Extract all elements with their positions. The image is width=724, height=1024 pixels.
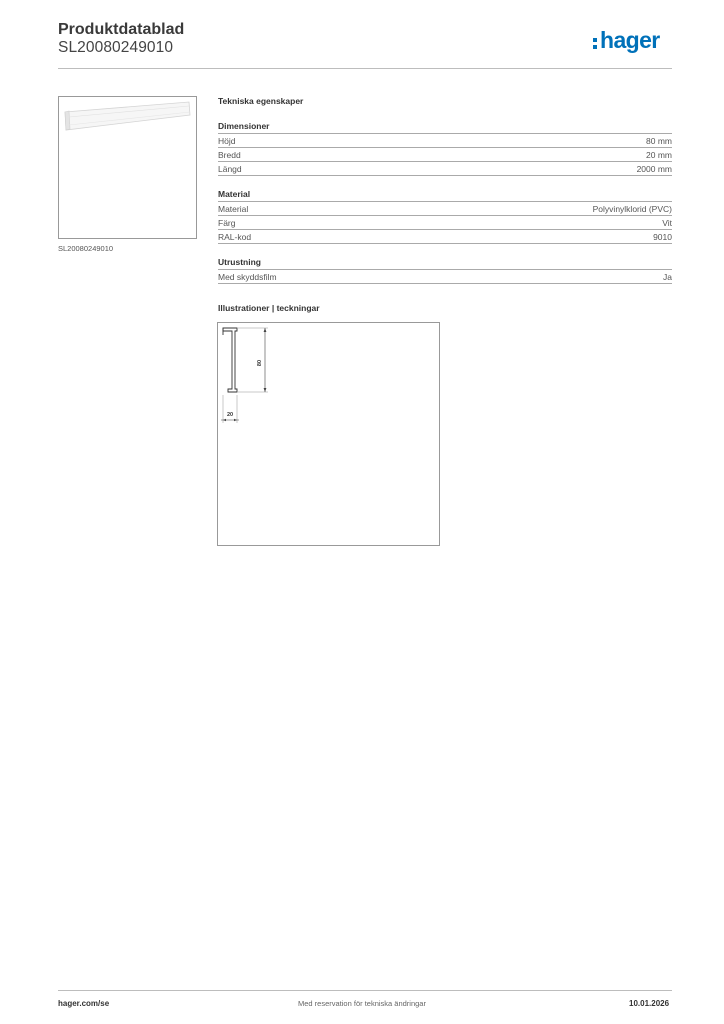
profile-photo-icon bbox=[59, 97, 196, 238]
product-code: SL20080249010 bbox=[58, 39, 174, 56]
spec-value: 2000 mm bbox=[636, 164, 672, 174]
spec-value: 20 mm bbox=[646, 150, 672, 160]
spec-value: Ja bbox=[663, 272, 672, 282]
height-dimension-label: 80 bbox=[257, 359, 263, 367]
spec-row bbox=[218, 201, 672, 215]
profile-drawing-icon bbox=[218, 323, 439, 545]
spec-label: Bredd bbox=[218, 150, 241, 160]
hager-logo-dots-icon bbox=[593, 38, 598, 50]
spec-value: 80 mm bbox=[646, 136, 672, 146]
spec-row bbox=[218, 161, 672, 176]
group-title-dimensions: Dimensioner bbox=[218, 121, 270, 131]
spec-row bbox=[218, 229, 672, 244]
group-title-material: Material bbox=[218, 189, 251, 199]
illustrations-title: Illustrationer | teckningar bbox=[218, 303, 320, 313]
spec-label: Material bbox=[218, 204, 249, 214]
spec-value: Polyvinylklorid (PVC) bbox=[592, 204, 672, 214]
spec-row bbox=[218, 215, 672, 229]
footer-website[interactable]: hager.com/se bbox=[58, 999, 110, 1008]
spec-label: Färg bbox=[218, 218, 236, 228]
footer-disclaimer: Med reservation för tekniska ändringar bbox=[298, 999, 426, 1008]
page-title: Produktdatablad bbox=[58, 21, 185, 38]
width-dimension-label: 20 bbox=[226, 412, 234, 418]
header-divider bbox=[58, 68, 672, 69]
footer-divider bbox=[58, 990, 672, 991]
brand-logo: hager bbox=[600, 27, 660, 53]
spec-row bbox=[218, 147, 672, 161]
spec-value: Vit bbox=[662, 218, 672, 228]
spec-label: Längd bbox=[218, 164, 242, 174]
spec-row bbox=[218, 133, 672, 147]
technical-drawing bbox=[217, 322, 440, 546]
section-title: Tekniska egenskaper bbox=[218, 96, 304, 106]
spec-label: Höjd bbox=[218, 136, 236, 146]
spec-row bbox=[218, 269, 672, 284]
spec-value: 9010 bbox=[653, 232, 672, 242]
product-image bbox=[58, 96, 197, 239]
image-caption: SL20080249010 bbox=[58, 244, 114, 253]
spec-label: RAL-kod bbox=[218, 232, 252, 242]
spec-label: Med skyddsfilm bbox=[218, 272, 277, 282]
footer-date: 10.01.2026 bbox=[629, 999, 670, 1008]
group-title-equipment: Utrustning bbox=[218, 257, 261, 267]
